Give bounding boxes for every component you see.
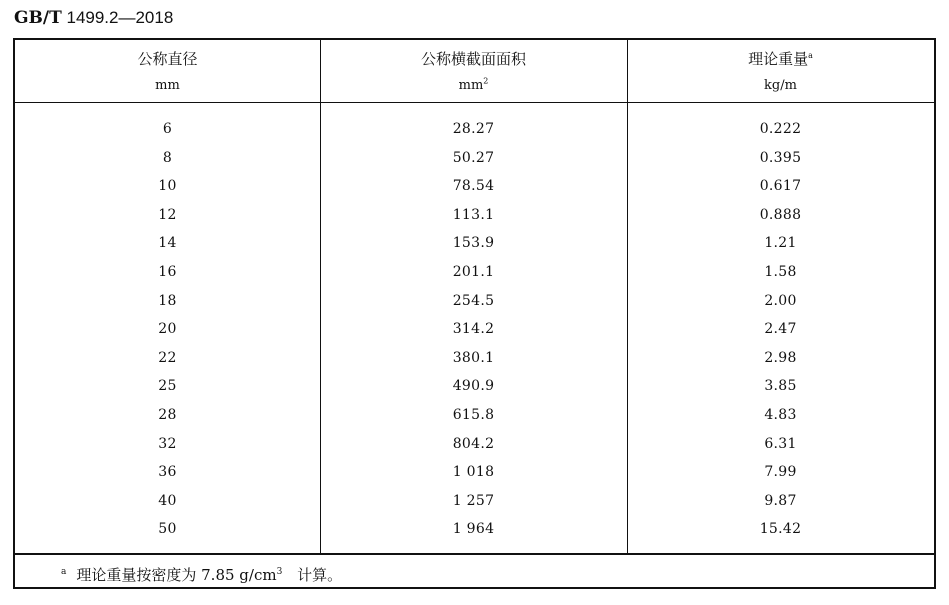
cell-diameter: 6	[162, 121, 173, 137]
header-unit-weight: kg/m	[764, 78, 797, 93]
cell-diameter: 32	[158, 435, 177, 452]
cell-weight: 0.395	[759, 149, 802, 166]
cell-diameter: 28	[158, 406, 177, 423]
header-label-weight-sup: a	[808, 51, 813, 60]
cell-area: 314.2	[452, 321, 495, 338]
standard-number: 1499.2—2018	[66, 8, 174, 27]
cell-area: 1 257	[452, 492, 495, 509]
header-unit-diameter: mm	[155, 78, 180, 93]
cell-area: 201.1	[452, 263, 495, 280]
cell-diameter: 22	[158, 349, 177, 366]
cell-area: 1 964	[452, 521, 495, 538]
header-unit-area-sup: 2	[483, 76, 489, 86]
cell-diameter: 25	[158, 378, 177, 395]
cell-area: 615.8	[452, 406, 495, 423]
cell-diameter: 8	[162, 149, 173, 166]
cell-diameter: 12	[158, 206, 177, 223]
header-unit-area: mm	[458, 78, 484, 93]
cell-weight: 1.21	[764, 235, 797, 252]
header-cell-diameter	[15, 40, 320, 102]
cell-diameter: 16	[158, 263, 177, 280]
cell-diameter: 36	[158, 464, 177, 481]
cell-diameter: 20	[158, 321, 177, 338]
data-table	[13, 38, 936, 589]
header-divider	[15, 102, 934, 103]
standard-header	[14, 8, 173, 28]
cell-diameter: 40	[158, 492, 177, 509]
cell-area: 50.27	[452, 149, 495, 166]
cell-diameter: 10	[158, 178, 177, 195]
cell-weight: 4.83	[764, 406, 797, 423]
cell-area: 254.5	[452, 292, 495, 309]
footnote	[61, 564, 342, 585]
header-label-diameter: 公称直径	[137, 50, 198, 68]
cell-diameter: 14	[158, 235, 177, 252]
cell-weight: 0.888	[759, 206, 802, 223]
cell-area: 380.1	[452, 349, 495, 366]
cell-diameter: 50	[158, 521, 177, 538]
footnote-text-end: 计算。	[292, 566, 343, 584]
cell-area: 78.54	[452, 178, 495, 195]
cell-weight: 15.42	[759, 521, 802, 538]
column-area	[320, 115, 627, 544]
cell-area: 1 018	[452, 464, 495, 481]
header-label-weight: 理论重量	[748, 50, 809, 68]
footnote-sup: 3	[276, 567, 283, 577]
cell-weight: 7.99	[764, 464, 797, 481]
cell-weight: 9.87	[764, 492, 797, 509]
cell-weight: 2.00	[764, 292, 797, 309]
cell-weight: 0.617	[759, 178, 802, 195]
cell-weight: 6.31	[764, 435, 797, 452]
cell-weight: 0.222	[759, 121, 802, 137]
cell-area: 490.9	[452, 378, 495, 395]
cell-weight: 3.85	[764, 378, 797, 395]
standard-code: GB/T	[14, 8, 62, 28]
cell-area: 804.2	[452, 435, 495, 452]
header-label-area: 公称横截面面积	[420, 50, 526, 68]
cell-weight: 2.47	[764, 321, 797, 338]
cell-area: 28.27	[452, 121, 495, 137]
cell-diameter: 18	[158, 292, 177, 309]
footnote-marker: a	[61, 567, 67, 577]
cell-weight: 2.98	[764, 349, 797, 366]
header-cell-weight	[627, 40, 934, 102]
column-diameter	[15, 115, 320, 544]
header-cell-area	[320, 40, 627, 102]
cell-area: 153.9	[452, 235, 495, 252]
cell-weight: 1.58	[764, 263, 797, 280]
column-weight	[627, 115, 934, 544]
footnote-text: 理论重量按密度为 7.85 g/cm	[76, 566, 277, 584]
footer-divider	[15, 553, 934, 555]
cell-area: 113.1	[452, 206, 495, 223]
